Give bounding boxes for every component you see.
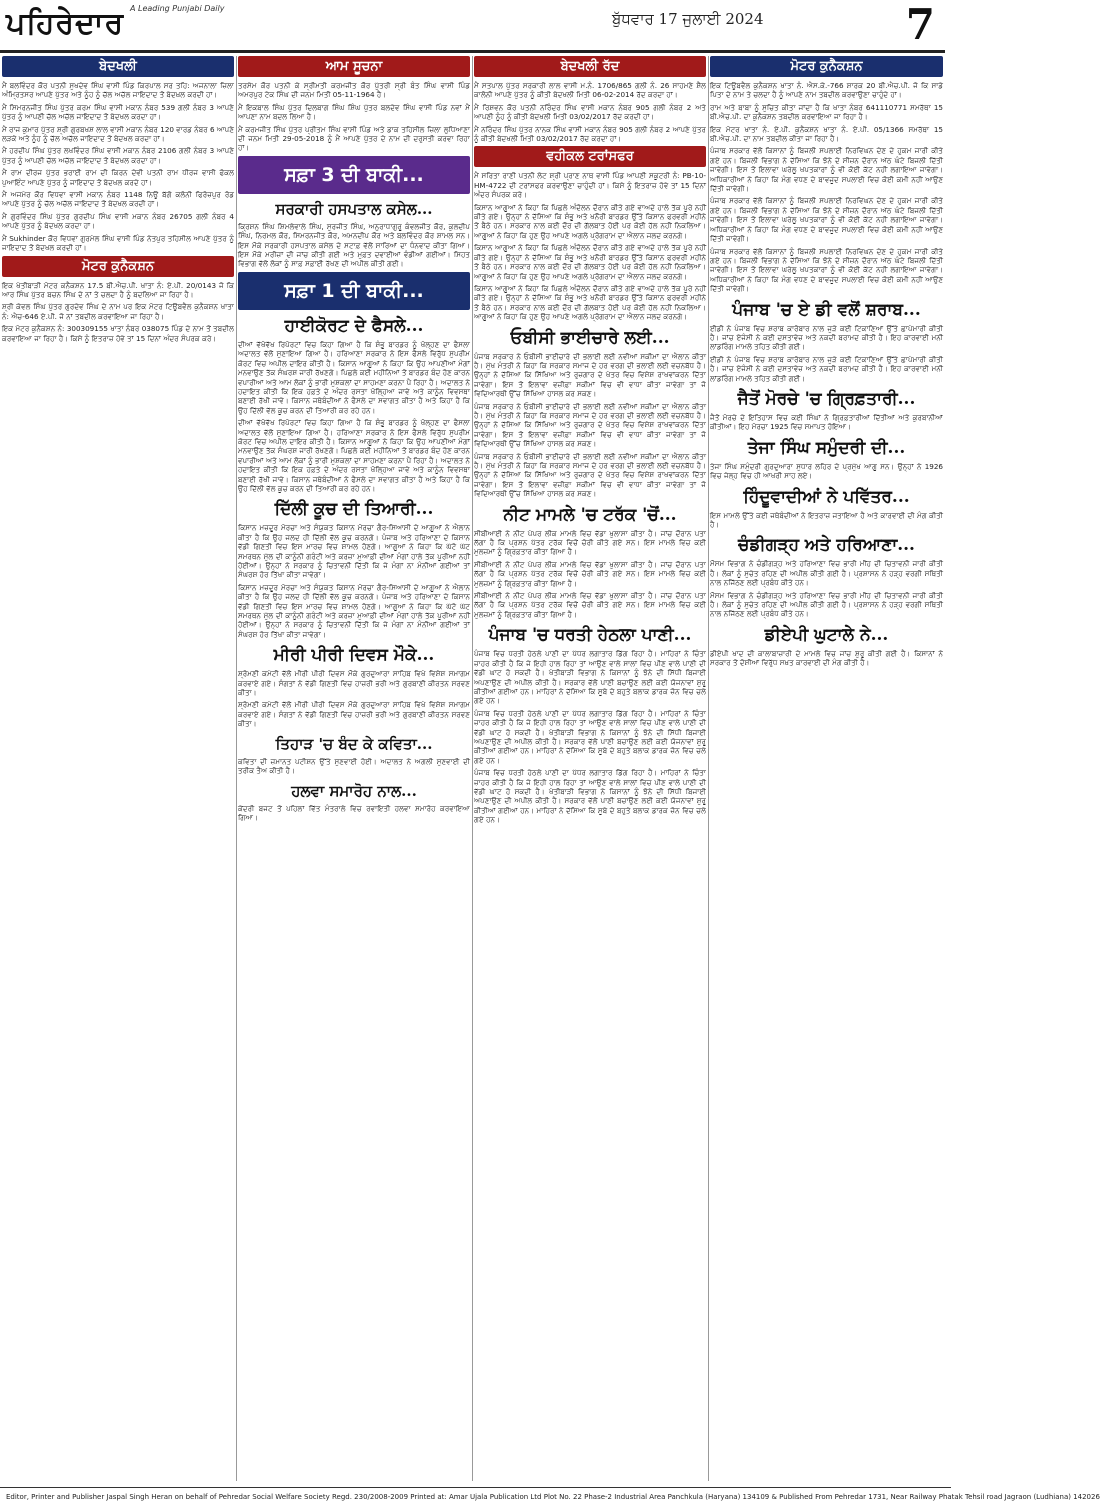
continuation-banner: ਸਫ਼ਾ 3 ਦੀ ਬਾਕੀ... xyxy=(238,156,470,194)
column-classifieds-left xyxy=(2,56,234,1481)
section-header-eviction: ਬੇਦਖਲੀ xyxy=(2,56,234,77)
column-divider xyxy=(472,56,473,1481)
article-body: ਸ਼੍ਰੋਮਣੀ ਕਮੇਟੀ ਵੱਲੋਂ ਮੀਰੀ ਪੀਰੀ ਦਿਵਸ ਮੌਕੇ ਗੁਰਦੁਆਰਾ ਸਾਹਿਬ ਵਿਖੇ ਵਿਸ਼ੇਸ਼ ਸਮਾਗਮ ਕਰਵਾਏ ਗਏ। ਸੰਗਤਾਂ ਨੇ ਵੱਡੀ ਗਿਣਤੀ ਵਿਚ ਹਾਜ਼ਰੀ ਭਰੀ ਅਤੇ ਗੁਰਬਾਣੀ ਕੀਰਤਨ ਸਰਵਣ ਕੀਤਾ। xyxy=(238,669,470,698)
article-body: ਕੇਂਦਰੀ ਬਜਟ ਤੋਂ ਪਹਿਲਾਂ ਵਿੱਤ ਮੰਤਰਾਲੇ ਵਿਚ ਰਵਾਇਤੀ ਹਲਵਾ ਸਮਾਰੋਹ ਕਰਵਾਇਆ ਗਿਆ। xyxy=(238,803,470,822)
classified-item: ਮੈਂ ਕਰਮਜੀਤ ਸਿੰਘ ਪੁੱਤਰ ਪ੍ਰੀਤਮ ਸਿੰਘ ਵਾਸੀ ਪਿੰਡ ਅਤੇ ਡਾਕ ਤਹਿਸੀਲ ਜ਼ਿਲਾ ਲੁਧਿਆਣਾ ਦੀ ਜਨਮ ਮਿਤੀ 29-05-2018 ਨੂੰ ਮੈਂ ਆਪਣੇ ਪੁੱਤਰ ਦੇ ਨਾਮ ਦੀ ਦਰੁਸਤੀ ਕਰਵਾ ਰਿਹਾ ਹਾਂ। xyxy=(238,124,470,153)
article-body: ਸੀਬੀਆਈ ਨੇ ਨੀਟ ਪੇਪਰ ਲੀਕ ਮਾਮਲੇ ਵਿਚ ਵੱਡਾ ਖੁਲਾਸਾ ਕੀਤਾ ਹੈ। ਜਾਂਚ ਦੌਰਾਨ ਪਤਾ ਲੱਗਾ ਹੈ ਕਿ ਪ੍ਰਸ਼ਨ ਪੱਤਰ ਟਰੱਕ ਵਿਚੋਂ ਚੋਰੀ ਕੀਤੇ ਗਏ ਸਨ। ਇਸ ਮਾਮਲੇ ਵਿਚ ਕਈ ਮੁਲਜ਼ਮਾਂ ਨੂੰ ਗ੍ਰਿਫ਼ਤਾਰ ਕੀਤਾ ਗਿਆ ਹੈ। xyxy=(474,528,706,557)
article-body: ਪੰਜਾਬ ਸਰਕਾਰ ਵੱਲੋਂ ਕਿਸਾਨਾਂ ਨੂੰ ਬਿਜਲੀ ਸਪਲਾਈ ਨਿਰਵਿਘਨ ਦੇਣ ਦੇ ਹੁਕਮ ਜਾਰੀ ਕੀਤੇ ਗਏ ਹਨ। ਬਿਜਲੀ ਵਿਭਾਗ ਨੇ ਦੱਸਿਆ ਕਿ ਝੋਨੇ ਦੇ ਸੀਜ਼ਨ ਦੌਰਾਨ ਅੱਠ ਘੰਟੇ ਬਿਜਲੀ ਦਿੱਤੀ ਜਾਵੇਗੀ। ਇਸ ਤੋਂ ਇਲਾਵਾ ਘਰੇਲੂ ਖਪਤਕਾਰਾਂ ਨੂੰ ਵੀ ਕੋਈ ਕੱਟ ਨਹੀਂ ਲਗਾਇਆ ਜਾਵੇਗਾ। ਅਧਿਕਾਰੀਆਂ ਨੇ ਕਿਹਾ ਕਿ ਮੰਗ ਵਧਣ ਦੇ ਬਾਵਜੂਦ ਸਪਲਾਈ ਵਿਚ ਕੋਈ ਕਮੀ ਨਹੀਂ ਆਉਣ ਦਿੱਤੀ ਜਾਵੇਗੀ। xyxy=(710,246,943,294)
article-body: ਤੇਜਾ ਸਿੰਘ ਸਮੁੰਦਰੀ ਗੁਰਦੁਆਰਾ ਸੁਧਾਰ ਲਹਿਰ ਦੇ ਪ੍ਰਮੁੱਖ ਆਗੂ ਸਨ। ਉਨ੍ਹਾਂ ਨੇ 1926 ਵਿਚ ਜੇਲ੍ਹ ਵਿਚ ਹੀ ਆਖਰੀ ਸਾਹ ਲਏ। xyxy=(710,461,943,481)
classified-item: ਸ਼੍ਰੀ ਕੇਵਲ ਸਿੰਘ ਪੁੱਤਰ ਗੁਰਦੇਵ ਸਿੰਘ ਦੇ ਨਾਮ ਪਰ ਇਕ ਮੋਟਰ ਟਿਊਬਵੈਲ ਕੁਨੈਕਸ਼ਨ ਖਾਤਾ ਨੰ: ਐਚ-646 ਏ.ਪੀ. ਜੋ ਨਾਂ ਤਬਦੀਲ ਕਰਵਾਇਆ ਜਾ ਰਿਹਾ ਹੈ। xyxy=(2,302,234,321)
article-headline: ਤੇਜਾ ਸਿੰਘ ਸਮੁੰਦਰੀ ਦੀ... xyxy=(747,437,906,458)
article-body: ਪੰਜਾਬ ਸਰਕਾਰ ਨੇ ਓਬੀਸੀ ਭਾਈਚਾਰੇ ਦੀ ਭਲਾਈ ਲਈ ਨਵੀਆਂ ਸਕੀਮਾਂ ਦਾ ਐਲਾਨ ਕੀਤਾ ਹੈ। ਮੁੱਖ ਮੰਤਰੀ ਨੇ ਕਿਹਾ ਕਿ ਸਰਕਾਰ ਸਮਾਜ ਦੇ ਹਰ ਵਰਗ ਦੀ ਭਲਾਈ ਲਈ ਵਚਨਬੱਧ ਹੈ। ਉਨ੍ਹਾਂ ਨੇ ਦੱਸਿਆ ਕਿ ਸਿੱਖਿਆ ਅਤੇ ਰੁਜ਼ਗਾਰ ਦੇ ਖੇਤਰ ਵਿਚ ਵਿਸ਼ੇਸ਼ ਰਾਖਵਾਂਕਰਨ ਦਿੱਤਾ ਜਾਵੇਗਾ। ਇਸ ਤੋਂ ਇਲਾਵਾ ਵਜ਼ੀਫ਼ਾ ਸਕੀਮਾਂ ਵਿਚ ਵੀ ਵਾਧਾ ਕੀਤਾ ਜਾਵੇਗਾ ਤਾਂ ਜੋ ਵਿਦਿਆਰਥੀ ਉੱਚ ਸਿੱਖਿਆ ਹਾਸਲ ਕਰ ਸਕਣ। xyxy=(474,451,706,499)
section-header-public-notice: ਆਮ ਸੂਚਨਾ xyxy=(238,56,470,77)
classified-item: ਮੈਂ ਇਕਬਾਲ ਸਿੰਘ ਪੁੱਤਰ ਦਿਲਬਾਗ ਸਿੰਘ ਸ਼ਿੰਘ ਪੁੱਤਰ ਬਲਦੇਵ ਸਿੰਘ ਵਾਸੀ ਪਿੰਡ ਨਵਾਂ ਮੈਂ ਆਪਣਾ ਨਾਮ ਬਦਲ ਲਿਆ ਹੈ। xyxy=(238,102,470,122)
section-header-motor-connection: ਮੋਟਰ ਕੁਨੈਕਸ਼ਨ xyxy=(2,256,234,277)
classified-item: ਮੈਂ ਰਾਮ ਦੀਰਜ ਪੁੱਤਰ ਭਰਾਈ ਰਾਮ ਦੀ ਕਿਰਨ ਦੇਵੀ ਪਤਨੀ ਰਾਮ ਧੀਰਜ ਵਾਸੀ ਫੋਕਲ ਪੁਆਇੰਟ ਆਪਣੇ ਪੁੱਤਰ ਨੂੰ ਜਾਇਦਾਦ ਤੋਂ ਬੇਦਖਲ ਕਰਦੇ ਹਾਂ। xyxy=(2,168,234,187)
classified-item: ਮੈਂ ਹਰਦੀਪ ਸਿੰਘ ਪੁੱਤਰ ਲਖਵਿੰਦਰ ਸਿੰਘ ਵਾਸੀ ਮਕਾਨ ਨੰਬਰ 2106 ਗਲੀ ਨੰਬਰ 3 ਆਪਣੇ ਪੁੱਤਰ ਨੂੰ ਆਪਣੀ ਚੱਲ ਅਚੱਲ ਜਾਇਦਾਦ ਤੋਂ ਬੇਦਖਲ ਕਰਦਾ ਹਾਂ। xyxy=(2,146,234,165)
article-body: ਈਡੀ ਨੇ ਪੰਜਾਬ ਵਿਚ ਸ਼ਰਾਬ ਕਾਰੋਬਾਰ ਨਾਲ ਜੁੜੇ ਕਈ ਟਿਕਾਣਿਆਂ ਉੱਤੇ ਛਾਪੇਮਾਰੀ ਕੀਤੀ ਹੈ। ਜਾਂਚ ਏਜੰਸੀ ਨੇ ਕਈ ਦਸਤਾਵੇਜ਼ ਅਤੇ ਨਕਦੀ ਬਰਾਮਦ ਕੀਤੀ ਹੈ। ਇਹ ਕਾਰਵਾਈ ਮਨੀ ਲਾਂਡਰਿੰਗ ਮਾਮਲੇ ਤਹਿਤ ਕੀਤੀ ਗਈ। xyxy=(710,323,943,352)
classified-item: ਮੈਂ ਸਤਪਾਲ ਪੁੱਤਰ ਸਰਕਾਰੀ ਲਾਲ ਵਾਸੀ ਮ.ਨੰ. 1706/865 ਗਲੀ ਨੰ. 26 ਸਾਹਮਣੇ ਸ਼ੈਲ ਕਾਲੋਨੀ ਆਪਣੇ ਪੁੱਤਰ ਨੂੰ ਕੀਤੀ ਬੇਦਖਲੀ ਮਿਤੀ 06-02-2014 ਰੱਦ ਕਰਦਾ ਹਾਂ। xyxy=(474,81,706,100)
article-headline: ਚੰਡੀਗੜ੍ਹ ਅਤੇ ਹਰਿਆਣਾ... xyxy=(738,535,915,556)
article-body: ਦੀਆਂ ਵੱਖੋਵੱਖ ਰਿਪੋਰਟਾਂ ਵਿਚ ਕਿਹਾ ਗਿਆ ਹੈ ਕਿ ਸ਼ੰਭੂ ਬਾਰਡਰ ਨੂੰ ਖੋਲ੍ਹਣ ਦਾ ਫੈਸਲਾ ਅਦਾਲਤ ਵੱਲੋਂ ਸੁਣਾਇਆ ਗਿਆ ਹੈ। ਹਰਿਆਣਾ ਸਰਕਾਰ ਨੇ ਇਸ ਫੈਸਲੇ ਵਿਰੁੱਧ ਸੁਪਰੀਮ ਕੋਰਟ ਵਿਚ ਅਪੀਲ ਦਾਇਰ ਕੀਤੀ ਹੈ। ਕਿਸਾਨ ਆਗੂਆਂ ਨੇ ਕਿਹਾ ਕਿ ਉਹ ਆਪਣੀਆਂ ਮੰਗਾਂ ਮਨਵਾਉਣ ਤੱਕ ਸੰਘਰਸ਼ ਜਾਰੀ ਰੱਖਣਗੇ। ਪਿਛਲੇ ਕਈ ਮਹੀਨਿਆਂ ਤੋਂ ਬਾਰਡਰ ਬੰਦ ਹੋਣ ਕਾਰਨ ਵਪਾਰੀਆਂ ਅਤੇ ਆਮ ਲੋਕਾਂ ਨੂੰ ਭਾਰੀ ਮੁਸ਼ਕਲਾਂ ਦਾ ਸਾਹਮਣਾ ਕਰਨਾ ਪੈ ਰਿਹਾ ਹੈ। ਅਦਾਲਤ ਨੇ ਹਦਾਇਤ ਕੀਤੀ ਕਿ ਇਕ ਹਫ਼ਤੇ ਦੇ ਅੰਦਰ ਰਸਤਾ ਖੋਲ੍ਹਿਆ ਜਾਵੇ ਅਤੇ ਕਾਨੂੰਨ ਵਿਵਸਥਾ ਬਣਾਈ ਰੱਖੀ ਜਾਵੇ। ਕਿਸਾਨ ਜਥੇਬੰਦੀਆਂ ਨੇ ਫੈਸਲੇ ਦਾ ਸਵਾਗਤ ਕੀਤਾ ਹੈ ਅਤੇ ਕਿਹਾ ਹੈ ਕਿ ਉਹ ਦਿੱਲੀ ਵੱਲ ਕੂਚ ਕਰਨ ਦੀ ਤਿਆਰੀ ਕਰ ਰਹੇ ਹਨ। xyxy=(238,418,470,493)
classified-item: ਮੈਂ ਨਰਿੰਦਰ ਸਿੰਘ ਪੁੱਤਰ ਨਾਨਕ ਸਿੰਘ ਵਾਸੀ ਮਕਾਨ ਨੰਬਰ 905 ਗਲੀ ਨੰਬਰ 2 ਆਪਣੇ ਪੁੱਤਰ ਨੂੰ ਕੀਤੀ ਬੇਦਖਲੀ ਮਿਤੀ 03/02/2017 ਰੱਦ ਕਰਦਾ ਹਾਂ। xyxy=(474,124,706,144)
article-headline: ਹਾਈਕੋਰਟ ਦੇ ਫੈਸਲੇ... xyxy=(284,315,424,336)
article-body: ਕ੍ਰਿਸ਼ਨ ਸਿੰਘ ਸ਼ਿਮਲੇਵਾਲੇ ਸਿੰਘ, ਸੁਰਜੀਤ ਸਿੰਘ, ਅਨੁਰਾਧਾਗੁਰੂ ਕੰਵਲਜੀਤ ਕੌਰ, ਕੁਲਦੀਪ ਸਿੰਘ, ਨਿਰਮਲ ਕੌਰ, ਸਿਮਰਨਜੀਤ ਕੌਰ, ਅਮਨਦੀਪ ਕੌਰ ਅਤੇ ਬਲਵਿੰਦਰ ਕੌਰ ਸ਼ਾਮਲ ਸਨ। ਇਸ ਮੌਕੇ ਸਰਕਾਰੀ ਹਸਪਤਾਲ ਕਸੇਲ ਦੇ ਸਟਾਫ਼ ਵੱਲੋਂ ਸਾਰਿਆਂ ਦਾ ਧੰਨਵਾਦ ਕੀਤਾ ਗਿਆ। ਇਸ ਮੌਕੇ ਮਰੀਜ਼ਾਂ ਦੀ ਜਾਂਚ ਕੀਤੀ ਗਈ ਅਤੇ ਮੁਫ਼ਤ ਦਵਾਈਆਂ ਵੰਡੀਆਂ ਗਈਆਂ। ਸਿਹਤ ਵਿਭਾਗ ਵੱਲੋਂ ਲੋਕਾਂ ਨੂੰ ਸਾਫ਼ ਸਫ਼ਾਈ ਰੱਖਣ ਦੀ ਅਪੀਲ ਕੀਤੀ ਗਈ। xyxy=(238,221,470,269)
column-divider xyxy=(708,56,709,1481)
section-header-eviction-cancel: ਬੇਦਖਲੀ ਰੱਦ xyxy=(474,56,706,77)
article-body: ਇਸ ਮਾਮਲੇ ਉੱਤੇ ਕਈ ਜਥੇਬੰਦੀਆਂ ਨੇ ਇਤਰਾਜ਼ ਜਤਾਇਆ ਹੈ ਅਤੇ ਕਾਰਵਾਈ ਦੀ ਮੰਗ ਕੀਤੀ ਹੈ। xyxy=(710,510,943,529)
article-headline: ਡੀਏਪੀ ਘੁਟਾਲੇ ਨੇ... xyxy=(764,624,889,645)
classified-item: ਇਕ ਮੋਟਰ ਕੁਨੈਕਸ਼ਨ ਨੰ: 300309155 ਖਾਤਾ ਨੰਬਰ 038075 ਪਿੰਡ ਦੇ ਨਾਮ ਤੋਂ ਤਬਦੀਲ ਕਰਵਾਇਆ ਜਾ ਰਿਹਾ ਹੈ। ਕਿਸੇ ਨੂੰ ਇਤਰਾਜ਼ ਹੋਵੇ ਤਾਂ 15 ਦਿਨਾਂ ਅੰਦਰ ਸੰਪਰਕ ਕਰੇ। xyxy=(2,324,234,343)
classified-item: ਇਕ ਟਿਊਬਵੈਲ ਕੁਨੈਕਸ਼ਨ ਖਾਤਾ ਨੰ. ਐਸ.ਕੇ.-766 ਸ਼ਾਰਕ 20 ਬੀ.ਐਚ.ਪੀ. ਜੋ ਕਿ ਸਾਡੇ ਪਿਤਾ ਦੇ ਨਾਮ ਤੇ ਚਲਦਾ ਹੈ ਨੂੰ ਆਪਣੇ ਨਾਮ ਤਬਦੀਲ ਕਰਵਾਉਣਾ ਚਾਹੁੰਦੇ ਹਾਂ। xyxy=(710,81,943,100)
article-body: ਜੈਤੋਂ ਮੋਰਚੇ ਦੇ ਇਤਿਹਾਸ ਵਿਚ ਕਈ ਸਿੰਘਾਂ ਨੇ ਗ੍ਰਿਫ਼ਤਾਰੀਆਂ ਦਿੱਤੀਆਂ ਅਤੇ ਕੁਰਬਾਨੀਆਂ ਕੀਤੀਆਂ। ਇਹ ਮੋਰਚਾ 1925 ਵਿਚ ਸਮਾਪਤ ਹੋਇਆ। xyxy=(710,412,943,432)
article-body: ਪੰਜਾਬ ਸਰਕਾਰ ਨੇ ਓਬੀਸੀ ਭਾਈਚਾਰੇ ਦੀ ਭਲਾਈ ਲਈ ਨਵੀਆਂ ਸਕੀਮਾਂ ਦਾ ਐਲਾਨ ਕੀਤਾ ਹੈ। ਮੁੱਖ ਮੰਤਰੀ ਨੇ ਕਿਹਾ ਕਿ ਸਰਕਾਰ ਸਮਾਜ ਦੇ ਹਰ ਵਰਗ ਦੀ ਭਲਾਈ ਲਈ ਵਚਨਬੱਧ ਹੈ। ਉਨ੍ਹਾਂ ਨੇ ਦੱਸਿਆ ਕਿ ਸਿੱਖਿਆ ਅਤੇ ਰੁਜ਼ਗਾਰ ਦੇ ਖੇਤਰ ਵਿਚ ਵਿਸ਼ੇਸ਼ ਰਾਖਵਾਂਕਰਨ ਦਿੱਤਾ ਜਾਵੇਗਾ। ਇਸ ਤੋਂ ਇਲਾਵਾ ਵਜ਼ੀਫ਼ਾ ਸਕੀਮਾਂ ਵਿਚ ਵੀ ਵਾਧਾ ਕੀਤਾ ਜਾਵੇਗਾ ਤਾਂ ਜੋ ਵਿਦਿਆਰਥੀ ਉੱਚ ਸਿੱਖਿਆ ਹਾਸਲ ਕਰ ਸਕਣ। xyxy=(474,401,706,449)
classified-item: ਮੈਂ ਰਾਜ ਕੁਮਾਰ ਪੁੱਤਰ ਸ਼੍ਰੀ ਗੁਰਬਖਸ਼ ਲਾਲ ਵਾਸੀ ਮਕਾਨ ਨੰਬਰ 120 ਵਾਰਡ ਨੰਬਰ 6 ਆਪਣੇ ਲੜਕੇ ਅਤੇ ਨੂੰਹ ਨੂੰ ਚੱਲ ਅਚੱਲ ਜਾਇਦਾਦ ਤੋਂ ਬੇਦਖਲ ਕਰਦਾ ਹਾਂ। xyxy=(2,124,234,144)
article-body: ਸ਼੍ਰੋਮਣੀ ਕਮੇਟੀ ਵੱਲੋਂ ਮੀਰੀ ਪੀਰੀ ਦਿਵਸ ਮੌਕੇ ਗੁਰਦੁਆਰਾ ਸਾਹਿਬ ਵਿਖੇ ਵਿਸ਼ੇਸ਼ ਸਮਾਗਮ ਕਰਵਾਏ ਗਏ। ਸੰਗਤਾਂ ਨੇ ਵੱਡੀ ਗਿਣਤੀ ਵਿਚ ਹਾਜ਼ਰੀ ਭਰੀ ਅਤੇ ਗੁਰਬਾਣੀ ਕੀਰਤਨ ਸਰਵਣ ਕੀਤਾ। xyxy=(238,700,470,729)
column-news-center-right xyxy=(474,56,706,1481)
classified-item: ਮੈਂ ਰਿਸ਼ਵਨ ਕੌਰ ਪਤਨੀ ਨਰਿੰਦਰ ਸਿੰਘ ਵਾਸੀ ਮਕਾਨ ਨੰਬਰ 905 ਗਲੀ ਨੰਬਰ 2 ਅਤੇ ਆਪਣੀ ਨੂੰਹ ਨੂੰ ਕੀਤੀ ਬੇਦਖਲੀ ਮਿਤੀ 03/02/2017 ਰੱਦ ਕਰਦੀ ਹਾਂ। xyxy=(474,102,706,122)
article-body: ਪੰਜਾਬ ਸਰਕਾਰ ਵੱਲੋਂ ਕਿਸਾਨਾਂ ਨੂੰ ਬਿਜਲੀ ਸਪਲਾਈ ਨਿਰਵਿਘਨ ਦੇਣ ਦੇ ਹੁਕਮ ਜਾਰੀ ਕੀਤੇ ਗਏ ਹਨ। ਬਿਜਲੀ ਵਿਭਾਗ ਨੇ ਦੱਸਿਆ ਕਿ ਝੋਨੇ ਦੇ ਸੀਜ਼ਨ ਦੌਰਾਨ ਅੱਠ ਘੰਟੇ ਬਿਜਲੀ ਦਿੱਤੀ ਜਾਵੇਗੀ। ਇਸ ਤੋਂ ਇਲਾਵਾ ਘਰੇਲੂ ਖਪਤਕਾਰਾਂ ਨੂੰ ਵੀ ਕੋਈ ਕੱਟ ਨਹੀਂ ਲਗਾਇਆ ਜਾਵੇਗਾ। ਅਧਿਕਾਰੀਆਂ ਨੇ ਕਿਹਾ ਕਿ ਮੰਗ ਵਧਣ ਦੇ ਬਾਵਜੂਦ ਸਪਲਾਈ ਵਿਚ ਕੋਈ ਕਮੀ ਨਹੀਂ ਆਉਣ ਦਿੱਤੀ ਜਾਵੇਗੀ। xyxy=(710,146,943,194)
issue-date: ਬੁੱਧਵਾਰ 17 ਜੁਲਾਈ 2024 xyxy=(612,10,764,28)
column-divider xyxy=(236,56,237,1481)
article-body: ਕਵਿਤਾ ਦੀ ਜ਼ਮਾਨਤ ਪਟੀਸ਼ਨ ਉੱਤੇ ਸੁਣਵਾਈ ਹੋਈ। ਅਦਾਲਤ ਨੇ ਅਗਲੀ ਸੁਣਵਾਈ ਦੀ ਤਰੀਕ ਤੈਅ ਕੀਤੀ ਹੈ। xyxy=(238,756,470,776)
article-body: ਕਿਸਾਨ ਮਜ਼ਦੂਰ ਮੋਰਚਾ ਅਤੇ ਸੰਯੁਕਤ ਕਿਸਾਨ ਮੋਰਚਾ ਗੈਰ-ਸਿਆਸੀ ਦੇ ਆਗੂਆਂ ਨੇ ਐਲਾਨ ਕੀਤਾ ਹੈ ਕਿ ਉਹ ਜਲਦ ਹੀ ਦਿੱਲੀ ਵੱਲ ਕੂਚ ਕਰਨਗੇ। ਪੰਜਾਬ ਅਤੇ ਹਰਿਆਣਾ ਦੇ ਕਿਸਾਨ ਵੱਡੀ ਗਿਣਤੀ ਵਿਚ ਇਸ ਮਾਰਚ ਵਿਚ ਸ਼ਾਮਲ ਹੋਣਗੇ। ਆਗੂਆਂ ਨੇ ਕਿਹਾ ਕਿ ਘੱਟੋ ਘੱਟ ਸਮਰਥਨ ਮੁੱਲ ਦੀ ਕਾਨੂੰਨੀ ਗਰੰਟੀ ਅਤੇ ਕਰਜ਼ਾ ਮੁਆਫ਼ੀ ਦੀਆਂ ਮੰਗਾਂ ਹਾਲੇ ਤੱਕ ਪੂਰੀਆਂ ਨਹੀਂ ਹੋਈਆਂ। ਉਨ੍ਹਾਂ ਨੇ ਸਰਕਾਰ ਨੂੰ ਚਿਤਾਵਨੀ ਦਿੱਤੀ ਕਿ ਜੇ ਮੰਗਾਂ ਨਾ ਮੰਨੀਆਂ ਗਈਆਂ ਤਾਂ ਸੰਘਰਸ਼ ਹੋਰ ਤਿੱਖਾ ਕੀਤਾ ਜਾਵੇਗਾ। xyxy=(238,582,470,639)
article-headline: ਦਿੱਲੀ ਕੂਚ ਦੀ ਤਿਆਰੀ... xyxy=(274,499,434,520)
article-body: ਮੌਸਮ ਵਿਭਾਗ ਨੇ ਚੰਡੀਗੜ੍ਹ ਅਤੇ ਹਰਿਆਣਾ ਵਿਚ ਭਾਰੀ ਮੀਂਹ ਦੀ ਚਿਤਾਵਨੀ ਜਾਰੀ ਕੀਤੀ ਹੈ। ਲੋਕਾਂ ਨੂੰ ਸੁਚੇਤ ਰਹਿਣ ਦੀ ਅਪੀਲ ਕੀਤੀ ਗਈ ਹੈ। ਪ੍ਰਸ਼ਾਸਨ ਨੇ ਹੜ੍ਹ ਵਰਗੀ ਸਥਿਤੀ ਨਾਲ ਨਜਿੱਠਣ ਲਈ ਪ੍ਰਬੰਧ ਕੀਤੇ ਹਨ। xyxy=(710,559,943,588)
continuation-banner: ਸਫ਼ਾ 1 ਦੀ ਬਾਕੀ... xyxy=(238,272,470,310)
section-header-motor-connection: ਮੋਟਰ ਕੁਨੈਕਸ਼ਨ xyxy=(710,56,943,77)
article-body: ਸੀਬੀਆਈ ਨੇ ਨੀਟ ਪੇਪਰ ਲੀਕ ਮਾਮਲੇ ਵਿਚ ਵੱਡਾ ਖੁਲਾਸਾ ਕੀਤਾ ਹੈ। ਜਾਂਚ ਦੌਰਾਨ ਪਤਾ ਲੱਗਾ ਹੈ ਕਿ ਪ੍ਰਸ਼ਨ ਪੱਤਰ ਟਰੱਕ ਵਿਚੋਂ ਚੋਰੀ ਕੀਤੇ ਗਏ ਸਨ। ਇਸ ਮਾਮਲੇ ਵਿਚ ਕਈ ਮੁਲਜ਼ਮਾਂ ਨੂੰ ਗ੍ਰਿਫ਼ਤਾਰ ਕੀਤਾ ਗਿਆ ਹੈ। xyxy=(474,559,706,588)
article-headline: ਪੰਜਾਬ 'ਚ ਏ ਡੀ ਵਲੋਂ ਸ਼ਰਾਬ... xyxy=(732,299,921,320)
article-body: ਕਿਸਾਨ ਆਗੂਆਂ ਨੇ ਕਿਹਾ ਕਿ ਪਿਛਲੇ ਅੰਦੋਲਨ ਦੌਰਾਨ ਕੀਤੇ ਗਏ ਵਾਅਦੇ ਹਾਲੇ ਤੱਕ ਪੂਰੇ ਨਹੀਂ ਕੀਤੇ ਗਏ। ਉਨ੍ਹਾਂ ਨੇ ਦੱਸਿਆ ਕਿ ਸ਼ੰਭੂ ਅਤੇ ਖਨੌਰੀ ਬਾਰਡਰ ਉੱਤੇ ਕਿਸਾਨ ਫਰਵਰੀ ਮਹੀਨੇ ਤੋਂ ਬੈਠੇ ਹਨ। ਸਰਕਾਰ ਨਾਲ ਕਈ ਦੌਰ ਦੀ ਗੱਲਬਾਤ ਹੋਈ ਪਰ ਕੋਈ ਹੱਲ ਨਹੀਂ ਨਿਕਲਿਆ। ਆਗੂਆਂ ਨੇ ਕਿਹਾ ਕਿ ਹੁਣ ਉਹ ਆਪਣੇ ਅਗਲੇ ਪ੍ਰੋਗਰਾਮ ਦਾ ਐਲਾਨ ਜਲਦ ਕਰਨਗੇ। xyxy=(474,202,706,240)
article-body: ਪੰਜਾਬ ਸਰਕਾਰ ਵੱਲੋਂ ਕਿਸਾਨਾਂ ਨੂੰ ਬਿਜਲੀ ਸਪਲਾਈ ਨਿਰਵਿਘਨ ਦੇਣ ਦੇ ਹੁਕਮ ਜਾਰੀ ਕੀਤੇ ਗਏ ਹਨ। ਬਿਜਲੀ ਵਿਭਾਗ ਨੇ ਦੱਸਿਆ ਕਿ ਝੋਨੇ ਦੇ ਸੀਜ਼ਨ ਦੌਰਾਨ ਅੱਠ ਘੰਟੇ ਬਿਜਲੀ ਦਿੱਤੀ ਜਾਵੇਗੀ। ਇਸ ਤੋਂ ਇਲਾਵਾ ਘਰੇਲੂ ਖਪਤਕਾਰਾਂ ਨੂੰ ਵੀ ਕੋਈ ਕੱਟ ਨਹੀਂ ਲਗਾਇਆ ਜਾਵੇਗਾ। ਅਧਿਕਾਰੀਆਂ ਨੇ ਕਿਹਾ ਕਿ ਮੰਗ ਵਧਣ ਦੇ ਬਾਵਜੂਦ ਸਪਲਾਈ ਵਿਚ ਕੋਈ ਕਮੀ ਨਹੀਂ ਆਉਣ ਦਿੱਤੀ ਜਾਵੇਗੀ। xyxy=(710,196,943,244)
article-body: ਕਿਸਾਨ ਆਗੂਆਂ ਨੇ ਕਿਹਾ ਕਿ ਪਿਛਲੇ ਅੰਦੋਲਨ ਦੌਰਾਨ ਕੀਤੇ ਗਏ ਵਾਅਦੇ ਹਾਲੇ ਤੱਕ ਪੂਰੇ ਨਹੀਂ ਕੀਤੇ ਗਏ। ਉਨ੍ਹਾਂ ਨੇ ਦੱਸਿਆ ਕਿ ਸ਼ੰਭੂ ਅਤੇ ਖਨੌਰੀ ਬਾਰਡਰ ਉੱਤੇ ਕਿਸਾਨ ਫਰਵਰੀ ਮਹੀਨੇ ਤੋਂ ਬੈਠੇ ਹਨ। ਸਰਕਾਰ ਨਾਲ ਕਈ ਦੌਰ ਦੀ ਗੱਲਬਾਤ ਹੋਈ ਪਰ ਕੋਈ ਹੱਲ ਨਹੀਂ ਨਿਕਲਿਆ। ਆਗੂਆਂ ਨੇ ਕਿਹਾ ਕਿ ਹੁਣ ਉਹ ਆਪਣੇ ਅਗਲੇ ਪ੍ਰੋਗਰਾਮ ਦਾ ਐਲਾਨ ਜਲਦ ਕਰਨਗੇ। xyxy=(474,283,706,322)
article-headline: ਨੀਟ ਮਾਮਲੇ 'ਚ ਟਰੱਕ 'ਚੋਂ... xyxy=(503,504,677,525)
masthead xyxy=(0,0,945,53)
article-body: ਪੰਜਾਬ ਸਰਕਾਰ ਨੇ ਓਬੀਸੀ ਭਾਈਚਾਰੇ ਦੀ ਭਲਾਈ ਲਈ ਨਵੀਆਂ ਸਕੀਮਾਂ ਦਾ ਐਲਾਨ ਕੀਤਾ ਹੈ। ਮੁੱਖ ਮੰਤਰੀ ਨੇ ਕਿਹਾ ਕਿ ਸਰਕਾਰ ਸਮਾਜ ਦੇ ਹਰ ਵਰਗ ਦੀ ਭਲਾਈ ਲਈ ਵਚਨਬੱਧ ਹੈ। ਉਨ੍ਹਾਂ ਨੇ ਦੱਸਿਆ ਕਿ ਸਿੱਖਿਆ ਅਤੇ ਰੁਜ਼ਗਾਰ ਦੇ ਖੇਤਰ ਵਿਚ ਵਿਸ਼ੇਸ਼ ਰਾਖਵਾਂਕਰਨ ਦਿੱਤਾ ਜਾਵੇਗਾ। ਇਸ ਤੋਂ ਇਲਾਵਾ ਵਜ਼ੀਫ਼ਾ ਸਕੀਮਾਂ ਵਿਚ ਵੀ ਵਾਧਾ ਕੀਤਾ ਜਾਵੇਗਾ ਤਾਂ ਜੋ ਵਿਦਿਆਰਥੀ ਉੱਚ ਸਿੱਖਿਆ ਹਾਸਲ ਕਰ ਸਕਣ। xyxy=(474,351,706,399)
newspaper-logo: ਪਹਿਰੇਦਾਰ xyxy=(6,6,125,41)
article-headline: ਹਿੰਦੂਵਾਦੀਆਂ ਨੇ ਪਵਿੱਤਰ... xyxy=(743,486,910,507)
article-headline: ਪੰਜਾਬ 'ਚ ਧਰਤੀ ਹੇਠਲਾ ਪਾਣੀ... xyxy=(488,625,692,646)
article-headline: ਜੈਤੋਂ ਮੋਰਚੇ 'ਚ ਗ੍ਰਿਫ਼ਤਾਰੀ... xyxy=(737,388,916,409)
tagline: A Leading Punjabi Daily xyxy=(130,4,225,13)
section-header-vehicle-transfer: ਵਹੀਕਲ ਟਰਾਂਸਫਰ xyxy=(474,146,706,167)
article-headline: ਹਲਵਾ ਸਮਾਰੋਹ ਨਾਲ... xyxy=(291,781,417,800)
classified-item: ਇਕ ਖੇਤੀਬਾੜੀ ਮੋਟਰ ਕਨੈਕਸ਼ਨ 17.5 ਬੀ.ਐਚ.ਪੀ. ਖਾਤਾ ਨੰ: ਏ.ਪੀ. 20/0143 ਜੋ ਕਿ ਆਰ ਸਿੰਘ ਪੁੱਤਰ ਬਚਨ ਸਿੰਘ ਦੇ ਨਾਂ ਤੇ ਚਲਦਾ ਹੈ ਨੂੰ ਬਦਲਿਆ ਜਾ ਰਿਹਾ ਹੈ। xyxy=(2,280,234,299)
classified-item: ਤਰਸੇਮ ਕੌਰ ਪਤਨੀ ਕੇ ਸ੍ਰੀਮਤੀ ਕਰਮਜੀਤ ਕੌਰ ਪੁੱਤਰੀ ਸ੍ਰੀ ਬੰਤ ਸਿੰਘ ਵਾਸੀ ਪਿੰਡ ਅਮਰਪੁਰ ਟੇਕ ਸਿੰਘ ਦੀ ਜਨਮ ਮਿਤੀ 05-11-1964 ਹੈ। xyxy=(238,81,470,100)
classified-item: ਮੈਂ ਗੁਰਵਿੰਦਰ ਸਿੰਘ ਪੁੱਤਰ ਗੁਰਦੀਪ ਸਿੰਘ ਵਾਸੀ ਮਕਾਨ ਨੰਬਰ 26705 ਗਲੀ ਨੰਬਰ 4 ਆਪਣੇ ਪੁੱਤਰ ਨੂੰ ਬੇਦਖਲ ਕਰਦਾ ਹਾਂ। xyxy=(2,211,234,231)
article-body: ਸੀਬੀਆਈ ਨੇ ਨੀਟ ਪੇਪਰ ਲੀਕ ਮਾਮਲੇ ਵਿਚ ਵੱਡਾ ਖੁਲਾਸਾ ਕੀਤਾ ਹੈ। ਜਾਂਚ ਦੌਰਾਨ ਪਤਾ ਲੱਗਾ ਹੈ ਕਿ ਪ੍ਰਸ਼ਨ ਪੱਤਰ ਟਰੱਕ ਵਿਚੋਂ ਚੋਰੀ ਕੀਤੇ ਗਏ ਸਨ। ਇਸ ਮਾਮਲੇ ਵਿਚ ਕਈ ਮੁਲਜ਼ਮਾਂ ਨੂੰ ਗ੍ਰਿਫ਼ਤਾਰ ਕੀਤਾ ਗਿਆ ਹੈ। xyxy=(474,591,706,619)
page-number: 7 xyxy=(905,0,935,49)
classified-item: ਮੈਂ ਬਲਵਿੰਦਰ ਕੌਰ ਪਤਨੀ ਸੁਖਦੇਵ ਸਿੰਘ ਵਾਸੀ ਪਿੰਡ ਕਿਰਪਾਲ ਸਰ ਤਹਿ: ਅਜਨਾਲਾ ਜ਼ਿਲਾ ਅੰਮ੍ਰਿਤਸਰ ਆਪਣੇ ਪੁੱਤਰ ਅਤੇ ਨੂੰਹ ਨੂੰ ਚੱਲ ਅਚੱਲ ਜਾਇਦਾਦ ਤੋਂ ਬੇਦਖ਼ਲ ਕਰਦੀ ਹਾਂ। xyxy=(2,81,234,100)
article-body: ਡੀਏਪੀ ਖਾਦ ਦੀ ਕਾਲਾਬਾਜ਼ਾਰੀ ਦੇ ਮਾਮਲੇ ਵਿਚ ਜਾਂਚ ਸ਼ੁਰੂ ਕੀਤੀ ਗਈ ਹੈ। ਕਿਸਾਨਾਂ ਨੇ ਸਰਕਾਰ ਤੋਂ ਦੋਸ਼ੀਆਂ ਵਿਰੁੱਧ ਸਖ਼ਤ ਕਾਰਵਾਈ ਦੀ ਮੰਗ ਕੀਤੀ ਹੈ। xyxy=(710,648,943,668)
article-headline: ਮੀਰੀ ਪੀਰੀ ਦਿਵਸ ਮੌਕੇ... xyxy=(273,645,435,666)
article-body: ਪੰਜਾਬ ਵਿਚ ਧਰਤੀ ਹੇਠਲੇ ਪਾਣੀ ਦਾ ਪੱਧਰ ਲਗਾਤਾਰ ਡਿੱਗ ਰਿਹਾ ਹੈ। ਮਾਹਿਰਾਂ ਨੇ ਚਿੰਤਾ ਜ਼ਾਹਰ ਕੀਤੀ ਹੈ ਕਿ ਜੇ ਇਹੀ ਹਾਲ ਰਿਹਾ ਤਾਂ ਆਉਣ ਵਾਲੇ ਸਾਲਾਂ ਵਿਚ ਪੀਣ ਵਾਲੇ ਪਾਣੀ ਦੀ ਵੱਡੀ ਘਾਟ ਹੋ ਸਕਦੀ ਹੈ। ਖੇਤੀਬਾੜੀ ਵਿਭਾਗ ਨੇ ਕਿਸਾਨਾਂ ਨੂੰ ਝੋਨੇ ਦੀ ਸਿੱਧੀ ਬਿਜਾਈ ਅਪਣਾਉਣ ਦੀ ਅਪੀਲ ਕੀਤੀ ਹੈ। ਸਰਕਾਰ ਵੱਲੋਂ ਪਾਣੀ ਬਚਾਉਣ ਲਈ ਕਈ ਯੋਜਨਾਵਾਂ ਸ਼ੁਰੂ ਕੀਤੀਆਂ ਗਈਆਂ ਹਨ। ਮਾਹਿਰਾਂ ਨੇ ਦੱਸਿਆ ਕਿ ਸੂਬੇ ਦੇ ਬਹੁਤੇ ਬਲਾਕ ਡਾਰਕ ਜ਼ੋਨ ਵਿਚ ਚਲੇ ਗਏ ਹਨ। xyxy=(474,708,706,765)
article-headline: ਸਰਕਾਰੀ ਹਸਪਤਾਲ ਕਸੇਲ... xyxy=(275,199,433,218)
article-body: ਕਿਸਾਨ ਮਜ਼ਦੂਰ ਮੋਰਚਾ ਅਤੇ ਸੰਯੁਕਤ ਕਿਸਾਨ ਮੋਰਚਾ ਗੈਰ-ਸਿਆਸੀ ਦੇ ਆਗੂਆਂ ਨੇ ਐਲਾਨ ਕੀਤਾ ਹੈ ਕਿ ਉਹ ਜਲਦ ਹੀ ਦਿੱਲੀ ਵੱਲ ਕੂਚ ਕਰਨਗੇ। ਪੰਜਾਬ ਅਤੇ ਹਰਿਆਣਾ ਦੇ ਕਿਸਾਨ ਵੱਡੀ ਗਿਣਤੀ ਵਿਚ ਇਸ ਮਾਰਚ ਵਿਚ ਸ਼ਾਮਲ ਹੋਣਗੇ। ਆਗੂਆਂ ਨੇ ਕਿਹਾ ਕਿ ਘੱਟੋ ਘੱਟ ਸਮਰਥਨ ਮੁੱਲ ਦੀ ਕਾਨੂੰਨੀ ਗਰੰਟੀ ਅਤੇ ਕਰਜ਼ਾ ਮੁਆਫ਼ੀ ਦੀਆਂ ਮੰਗਾਂ ਹਾਲੇ ਤੱਕ ਪੂਰੀਆਂ ਨਹੀਂ ਹੋਈਆਂ। ਉਨ੍ਹਾਂ ਨੇ ਸਰਕਾਰ ਨੂੰ ਚਿਤਾਵਨੀ ਦਿੱਤੀ ਕਿ ਜੇ ਮੰਗਾਂ ਨਾ ਮੰਨੀਆਂ ਗਈਆਂ ਤਾਂ ਸੰਘਰਸ਼ ਹੋਰ ਤਿੱਖਾ ਕੀਤਾ ਜਾਵੇਗਾ। xyxy=(238,523,470,580)
publisher-imprint: Editor, Printer and Publisher Jaspal Singh Heran on behalf of Pehredar Social Welfare Society Regd. 230/2008-2009 Printed at: Amar Ujala Publication Ltd Plot No. 22 Phase-2 Industrial Area Panchkula (Haryana) 134109 & Published From Pehredar 1731, Near Railway Phatak Tehsil road Jagraon (Ludhiana) 142026 xyxy=(0,1487,951,1508)
article-body: ਦੀਆਂ ਵੱਖੋਵੱਖ ਰਿਪੋਰਟਾਂ ਵਿਚ ਕਿਹਾ ਗਿਆ ਹੈ ਕਿ ਸ਼ੰਭੂ ਬਾਰਡਰ ਨੂੰ ਖੋਲ੍ਹਣ ਦਾ ਫੈਸਲਾ ਅਦਾਲਤ ਵੱਲੋਂ ਸੁਣਾਇਆ ਗਿਆ ਹੈ। ਹਰਿਆਣਾ ਸਰਕਾਰ ਨੇ ਇਸ ਫੈਸਲੇ ਵਿਰੁੱਧ ਸੁਪਰੀਮ ਕੋਰਟ ਵਿਚ ਅਪੀਲ ਦਾਇਰ ਕੀਤੀ ਹੈ। ਕਿਸਾਨ ਆਗੂਆਂ ਨੇ ਕਿਹਾ ਕਿ ਉਹ ਆਪਣੀਆਂ ਮੰਗਾਂ ਮਨਵਾਉਣ ਤੱਕ ਸੰਘਰਸ਼ ਜਾਰੀ ਰੱਖਣਗੇ। ਪਿਛਲੇ ਕਈ ਮਹੀਨਿਆਂ ਤੋਂ ਬਾਰਡਰ ਬੰਦ ਹੋਣ ਕਾਰਨ ਵਪਾਰੀਆਂ ਅਤੇ ਆਮ ਲੋਕਾਂ ਨੂੰ ਭਾਰੀ ਮੁਸ਼ਕਲਾਂ ਦਾ ਸਾਹਮਣਾ ਕਰਨਾ ਪੈ ਰਿਹਾ ਹੈ। ਅਦਾਲਤ ਨੇ ਹਦਾਇਤ ਕੀਤੀ ਕਿ ਇਕ ਹਫ਼ਤੇ ਦੇ ਅੰਦਰ ਰਸਤਾ ਖੋਲ੍ਹਿਆ ਜਾਵੇ ਅਤੇ ਕਾਨੂੰਨ ਵਿਵਸਥਾ ਬਣਾਈ ਰੱਖੀ ਜਾਵੇ। ਕਿਸਾਨ ਜਥੇਬੰਦੀਆਂ ਨੇ ਫੈਸਲੇ ਦਾ ਸਵਾਗਤ ਕੀਤਾ ਹੈ ਅਤੇ ਕਿਹਾ ਹੈ ਕਿ ਉਹ ਦਿੱਲੀ ਵੱਲ ਕੂਚ ਕਰਨ ਦੀ ਤਿਆਰੀ ਕਰ ਰਹੇ ਹਨ। xyxy=(238,339,470,415)
article-body: ਪੰਜਾਬ ਵਿਚ ਧਰਤੀ ਹੇਠਲੇ ਪਾਣੀ ਦਾ ਪੱਧਰ ਲਗਾਤਾਰ ਡਿੱਗ ਰਿਹਾ ਹੈ। ਮਾਹਿਰਾਂ ਨੇ ਚਿੰਤਾ ਜ਼ਾਹਰ ਕੀਤੀ ਹੈ ਕਿ ਜੇ ਇਹੀ ਹਾਲ ਰਿਹਾ ਤਾਂ ਆਉਣ ਵਾਲੇ ਸਾਲਾਂ ਵਿਚ ਪੀਣ ਵਾਲੇ ਪਾਣੀ ਦੀ ਵੱਡੀ ਘਾਟ ਹੋ ਸਕਦੀ ਹੈ। ਖੇਤੀਬਾੜੀ ਵਿਭਾਗ ਨੇ ਕਿਸਾਨਾਂ ਨੂੰ ਝੋਨੇ ਦੀ ਸਿੱਧੀ ਬਿਜਾਈ ਅਪਣਾਉਣ ਦੀ ਅਪੀਲ ਕੀਤੀ ਹੈ। ਸਰਕਾਰ ਵੱਲੋਂ ਪਾਣੀ ਬਚਾਉਣ ਲਈ ਕਈ ਯੋਜਨਾਵਾਂ ਸ਼ੁਰੂ ਕੀਤੀਆਂ ਗਈਆਂ ਹਨ। ਮਾਹਿਰਾਂ ਨੇ ਦੱਸਿਆ ਕਿ ਸੂਬੇ ਦੇ ਬਹੁਤੇ ਬਲਾਕ ਡਾਰਕ ਜ਼ੋਨ ਵਿਚ ਚਲੇ ਗਏ ਹਨ। xyxy=(474,768,706,825)
classified-item: ਮੈਂ ਸਿਮਰਨਜੀਤ ਸਿੰਘ ਪੁੱਤਰ ਕਰਮ ਸਿੰਘ ਵਾਸੀ ਮਕਾਨ ਨੰਬਰ 539 ਗਲੀ ਨੰਬਰ 3 ਆਪਣੇ ਪੁੱਤਰ ਨੂੰ ਆਪਣੀ ਚੱਲ ਅਚੱਲ ਜਾਇਦਾਦ ਤੋਂ ਬੇਦਖਲ ਕਰਦਾ ਹਾਂ। xyxy=(2,102,234,122)
article-body: ਕਿਸਾਨ ਆਗੂਆਂ ਨੇ ਕਿਹਾ ਕਿ ਪਿਛਲੇ ਅੰਦੋਲਨ ਦੌਰਾਨ ਕੀਤੇ ਗਏ ਵਾਅਦੇ ਹਾਲੇ ਤੱਕ ਪੂਰੇ ਨਹੀਂ ਕੀਤੇ ਗਏ। ਉਨ੍ਹਾਂ ਨੇ ਦੱਸਿਆ ਕਿ ਸ਼ੰਭੂ ਅਤੇ ਖਨੌਰੀ ਬਾਰਡਰ ਉੱਤੇ ਕਿਸਾਨ ਫਰਵਰੀ ਮਹੀਨੇ ਤੋਂ ਬੈਠੇ ਹਨ। ਸਰਕਾਰ ਨਾਲ ਕਈ ਦੌਰ ਦੀ ਗੱਲਬਾਤ ਹੋਈ ਪਰ ਕੋਈ ਹੱਲ ਨਹੀਂ ਨਿਕਲਿਆ। ਆਗੂਆਂ ਨੇ ਕਿਹਾ ਕਿ ਹੁਣ ਉਹ ਆਪਣੇ ਅਗਲੇ ਪ੍ਰੋਗਰਾਮ ਦਾ ਐਲਾਨ ਜਲਦ ਕਰਨਗੇ। xyxy=(474,243,706,281)
column-news-right xyxy=(710,56,943,1481)
classified-item: ਮੈਂ ਸਰਿਤਾ ਰਾਣੀ ਪਤਨੀ ਲੇਟ ਸ਼੍ਰੀ ਪ੍ਰਾਣ ਨਾਥ ਵਾਸੀ ਪਿੰਡ ਆਪਣੀ ਸਕੂਟਰੀ ਨੰ: PB-10-HM-4722 ਦੀ ਟਰਾਂਸਫਰ ਕਰਵਾਉਣਾ ਚਾਹੁੰਦੀ ਹਾਂ। ਕਿਸੇ ਨੂੰ ਇਤਰਾਜ਼ ਹੋਵੇ ਤਾਂ 15 ਦਿਨਾਂ ਅੰਦਰ ਸੰਪਰਕ ਕਰੇ। xyxy=(474,171,706,200)
column-news-center-left xyxy=(238,56,470,1481)
article-headline: ਓਬੀਸੀ ਭਾਈਚਾਰੇ ਲਈ... xyxy=(510,327,670,348)
classified-item: ਇਕ ਮੋਟਰ ਖਾਤਾ ਨੰ. ਏ.ਪੀ. ਕੁਨੈਕਸ਼ਨ ਖਾਤਾ ਨੰ. ਏ.ਪੀ. 05/1366 ਸਮਰੱਥਾ 15 ਬੀ.ਐਚ.ਪੀ. ਦਾ ਨਾਮ ਤਬਦੀਲ ਕੀਤਾ ਜਾ ਰਿਹਾ ਹੈ। xyxy=(710,124,943,144)
article-headline: ਤਿਹਾੜ 'ਚ ਬੰਦ ਕੇ ਕਵਿਤਾ... xyxy=(275,734,433,753)
article-body: ਈਡੀ ਨੇ ਪੰਜਾਬ ਵਿਚ ਸ਼ਰਾਬ ਕਾਰੋਬਾਰ ਨਾਲ ਜੁੜੇ ਕਈ ਟਿਕਾਣਿਆਂ ਉੱਤੇ ਛਾਪੇਮਾਰੀ ਕੀਤੀ ਹੈ। ਜਾਂਚ ਏਜੰਸੀ ਨੇ ਕਈ ਦਸਤਾਵੇਜ਼ ਅਤੇ ਨਕਦੀ ਬਰਾਮਦ ਕੀਤੀ ਹੈ। ਇਹ ਕਾਰਵਾਈ ਮਨੀ ਲਾਂਡਰਿੰਗ ਮਾਮਲੇ ਤਹਿਤ ਕੀਤੀ ਗਈ। xyxy=(710,354,943,383)
classified-item: ਮੈਂ ਅਜਮੇਰ ਕੌਰ ਵਿਧਵਾ ਵਾਸੀ ਮਕਾਨ ਨੰਬਰ 1148 ਨਿਊ ਬੱਗੋ ਕਲੋਨੀ ਫਿਰੋਜ਼ਪੁਰ ਰੋਡ ਆਪਣੇ ਪੁੱਤਰ ਨੂੰ ਚੱਲ ਅਚੱਲ ਜਾਇਦਾਦ ਤੋਂ ਬੇਦਖਲ ਕਰਦੀ ਹਾਂ। xyxy=(2,190,234,209)
classified-item: ਮੈਂ Sukhinder ਕੌਰ ਵਿਧਵਾ ਗੁਰਮੇਲ ਸਿੰਘ ਵਾਸੀ ਪਿੰਡ ਨੇਤਪੁਰ ਤਹਿਸੀਲ ਆਪਣੇ ਪੁੱਤਰ ਨੂੰ ਜਾਇਦਾਦ ਤੋਂ ਬੇਦਖਲ ਕਰਦੀ ਹਾਂ। xyxy=(2,233,234,253)
article-body: ਮੌਸਮ ਵਿਭਾਗ ਨੇ ਚੰਡੀਗੜ੍ਹ ਅਤੇ ਹਰਿਆਣਾ ਵਿਚ ਭਾਰੀ ਮੀਂਹ ਦੀ ਚਿਤਾਵਨੀ ਜਾਰੀ ਕੀਤੀ ਹੈ। ਲੋਕਾਂ ਨੂੰ ਸੁਚੇਤ ਰਹਿਣ ਦੀ ਅਪੀਲ ਕੀਤੀ ਗਈ ਹੈ। ਪ੍ਰਸ਼ਾਸਨ ਨੇ ਹੜ੍ਹ ਵਰਗੀ ਸਥਿਤੀ ਨਾਲ ਨਜਿੱਠਣ ਲਈ ਪ੍ਰਬੰਧ ਕੀਤੇ ਹਨ। xyxy=(710,590,943,619)
article-body: ਪੰਜਾਬ ਵਿਚ ਧਰਤੀ ਹੇਠਲੇ ਪਾਣੀ ਦਾ ਪੱਧਰ ਲਗਾਤਾਰ ਡਿੱਗ ਰਿਹਾ ਹੈ। ਮਾਹਿਰਾਂ ਨੇ ਚਿੰਤਾ ਜ਼ਾਹਰ ਕੀਤੀ ਹੈ ਕਿ ਜੇ ਇਹੀ ਹਾਲ ਰਿਹਾ ਤਾਂ ਆਉਣ ਵਾਲੇ ਸਾਲਾਂ ਵਿਚ ਪੀਣ ਵਾਲੇ ਪਾਣੀ ਦੀ ਵੱਡੀ ਘਾਟ ਹੋ ਸਕਦੀ ਹੈ। ਖੇਤੀਬਾੜੀ ਵਿਭਾਗ ਨੇ ਕਿਸਾਨਾਂ ਨੂੰ ਝੋਨੇ ਦੀ ਸਿੱਧੀ ਬਿਜਾਈ ਅਪਣਾਉਣ ਦੀ ਅਪੀਲ ਕੀਤੀ ਹੈ। ਸਰਕਾਰ ਵੱਲੋਂ ਪਾਣੀ ਬਚਾਉਣ ਲਈ ਕਈ ਯੋਜਨਾਵਾਂ ਸ਼ੁਰੂ ਕੀਤੀਆਂ ਗਈਆਂ ਹਨ। ਮਾਹਿਰਾਂ ਨੇ ਦੱਸਿਆ ਕਿ ਸੂਬੇ ਦੇ ਬਹੁਤੇ ਬਲਾਕ ਡਾਰਕ ਜ਼ੋਨ ਵਿਚ ਚਲੇ ਗਏ ਹਨ। xyxy=(474,649,706,706)
classified-item: ਰਾਮ ਅਤੇ ਬਾਬਾ ਨੂੰ ਸੁਚਿਤ ਕੀਤਾ ਜਾਂਦਾ ਹੈ ਕਿ ਖਾਤਾ ਨੰਬਰ 641110771 ਸਮਰੱਥਾ 15 ਬੀ.ਐਚ.ਪੀ. ਦਾ ਕੁਨੈਕਸ਼ਨ ਤਬਦੀਲ ਕਰਵਾਇਆ ਜਾ ਰਿਹਾ ਹੈ। xyxy=(710,102,943,122)
